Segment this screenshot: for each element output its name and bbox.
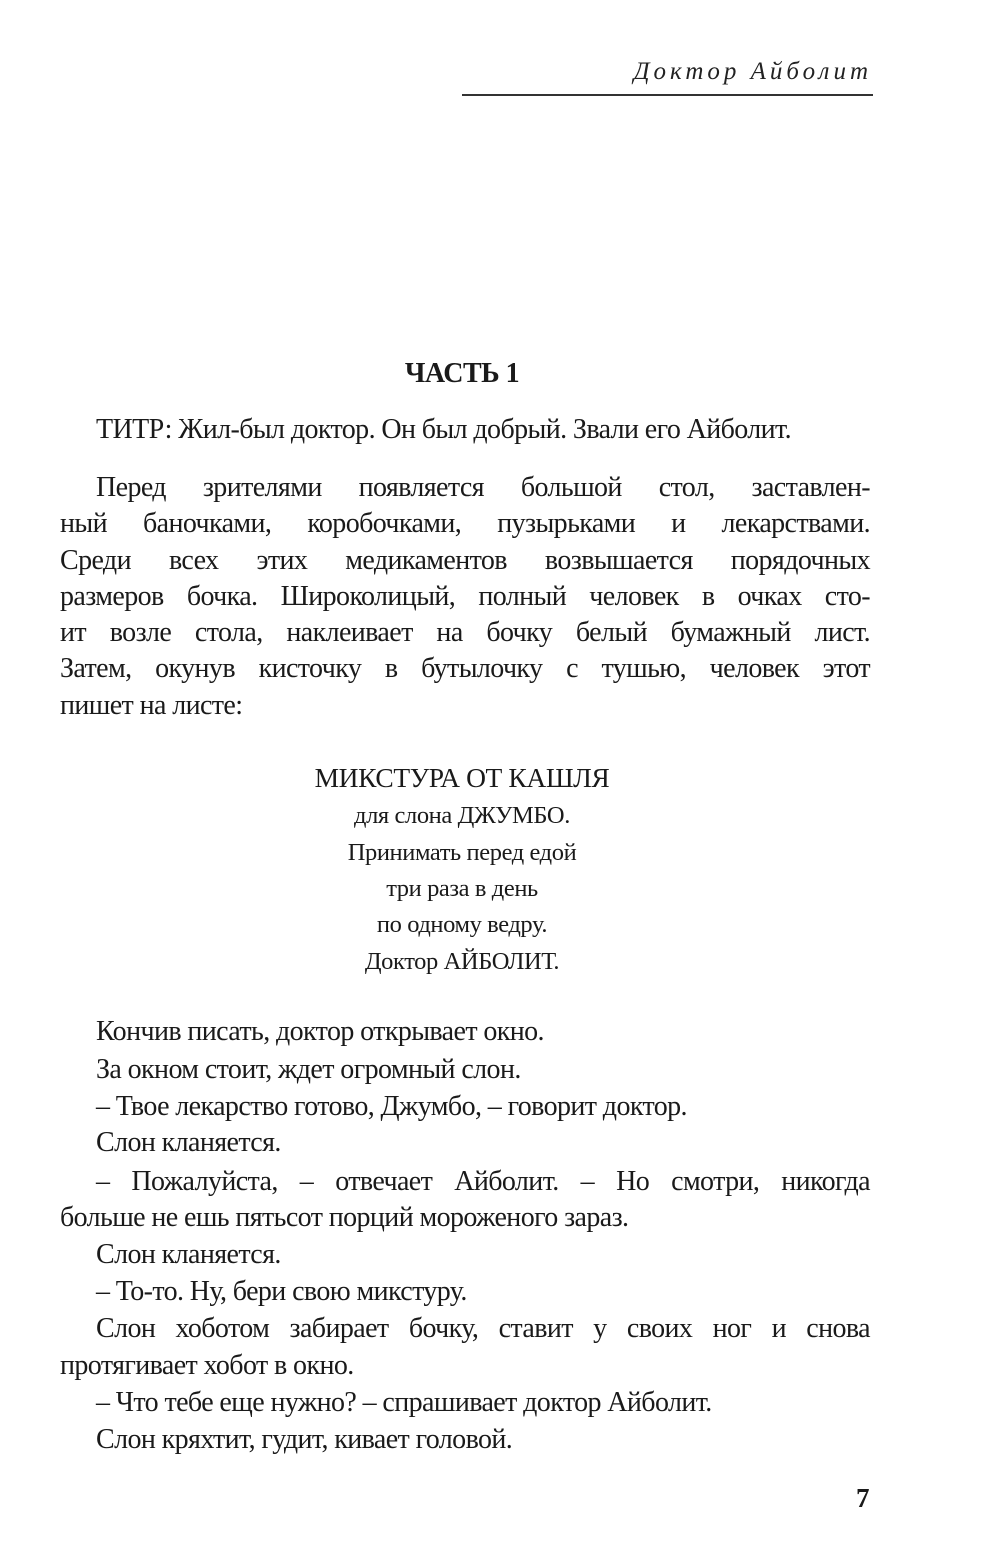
dialogue-line: – Пожалуйста, – отвечает Айболит. – Но смотри, никогда	[96, 1166, 870, 1197]
paragraph-line: размеров бочка. Широколицый, полный человек в очках сто-	[60, 581, 870, 612]
page-number: 7	[856, 1483, 870, 1513]
paragraph-line: ит возле стола, наклеивает на бочку белый бумажный лист.	[60, 617, 870, 648]
paragraph-line: Затем, окунув кисточку в бутылочку с тушью, человек этот	[60, 653, 870, 684]
dialogue-line: Слон кряхтит, гудит, кивает головой.	[96, 1424, 513, 1455]
dialogue-line: Слон хоботом забирает бочку, ставит у своих ног и снова	[96, 1313, 870, 1344]
paragraph-line: Среди всех этих медикаментов возвышается порядочных	[60, 545, 870, 576]
dialogue-line: Слон кланяется.	[96, 1239, 281, 1270]
label-line: МИКСТУРА ОТ КАШЛЯ	[314, 762, 610, 793]
titr-line: ТИТР: Жил-был доктор. Он был добрый. Звали его Айболит.	[96, 414, 791, 445]
label-line: три раза в день	[386, 875, 538, 902]
dialogue-line: Кончив писать, доктор открывает окно.	[96, 1016, 544, 1047]
label-line: по одному ведру.	[376, 911, 548, 938]
header-rule	[462, 94, 873, 96]
dialogue-line: За окном стоит, ждет огромный слон.	[96, 1054, 521, 1085]
dialogue-line: – То-то. Ну, бери свою микстуру.	[96, 1276, 467, 1307]
paragraph-line: ный баночками, коробочками, пузырьками и лекарствами.	[60, 508, 870, 539]
paragraph-line: пишет на листе:	[60, 690, 243, 721]
dialogue-line: Слон кланяется.	[96, 1127, 281, 1158]
label-line: для слона ДЖУМБО.	[354, 802, 570, 829]
paragraph-line: Перед зрителями появляется большой стол, заставлен-	[96, 472, 870, 503]
dialogue-line: протягивает хобот в окно.	[60, 1350, 354, 1381]
dialogue-line: больше не ешь пятьсот порций мороженого зараз.	[60, 1202, 629, 1233]
running-header: Доктор Айболит	[633, 58, 872, 85]
label-line: Принимать перед едой	[347, 839, 577, 866]
label-line: Доктор АЙБОЛИТ.	[364, 948, 560, 975]
dialogue-line: – Что тебе еще нужно? – спрашивает доктор Айболит.	[96, 1387, 712, 1418]
chapter-title: ЧАСТЬ 1	[404, 358, 520, 389]
dialogue-line: – Твое лекарство готово, Джумбо, – говорит доктор.	[96, 1091, 687, 1122]
